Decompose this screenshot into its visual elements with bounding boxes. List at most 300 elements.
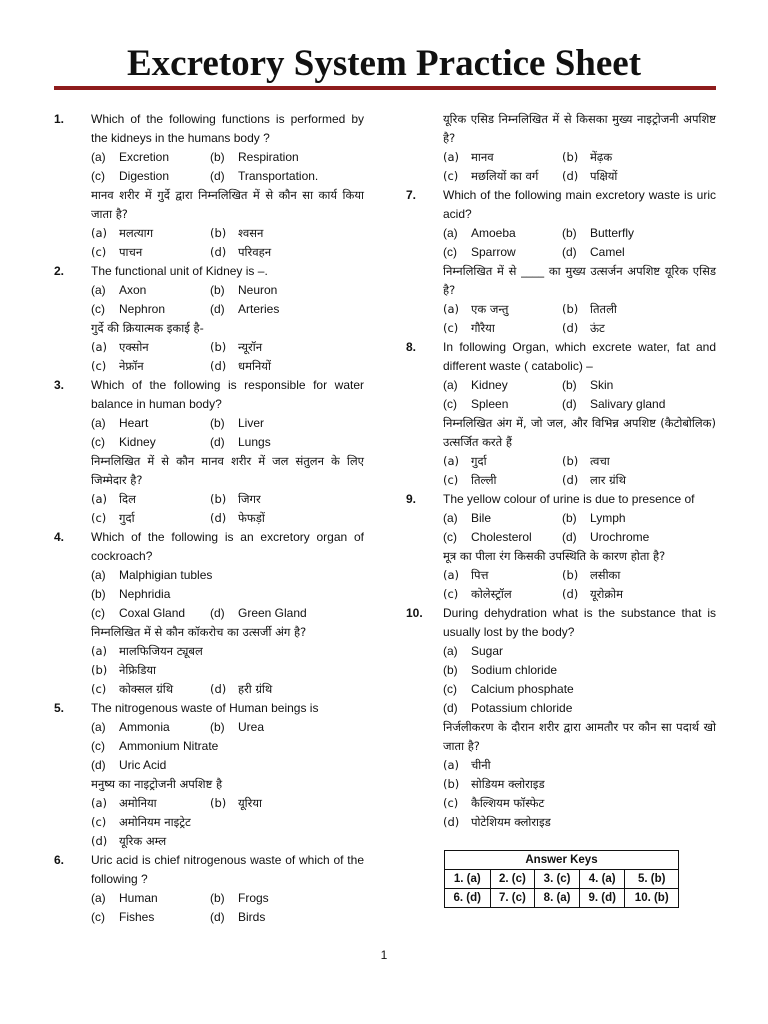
option-text: नेफ्रॉन (119, 359, 144, 373)
answer-keys-table (444, 850, 679, 908)
option-label: (b) (210, 720, 225, 734)
question-block (406, 110, 716, 186)
option-text: Fishes (119, 910, 155, 924)
option (443, 224, 516, 243)
option-text: पित्त (471, 568, 489, 582)
question-text: The yellow colour of urine is due to presence of (443, 492, 695, 506)
option-text: अमोनियम नाइट्रेट (119, 815, 191, 829)
option-label: (b) (91, 663, 108, 677)
option-label: (c) (91, 910, 105, 924)
option-text: एक जन्तु (471, 302, 509, 316)
option-label: (b) (210, 891, 225, 905)
option-row (443, 756, 716, 775)
option (91, 661, 156, 680)
option-text: Urea (238, 720, 265, 734)
option-label: (b) (210, 226, 227, 240)
option-text: Potassium chloride (471, 701, 573, 715)
option-label: (a) (91, 492, 108, 506)
option-row (91, 243, 364, 262)
option-label: (c) (91, 682, 107, 696)
option-label: (b) (443, 663, 458, 677)
option-text: यूरिक अम्ल (119, 834, 167, 848)
option-text: Human (119, 891, 158, 905)
option-label: (b) (91, 587, 106, 601)
question-text-hindi: निम्नलिखित में से कौन कॉकरोच का उत्सर्जी अंग है? (91, 625, 307, 639)
option-label: (a) (443, 302, 460, 316)
option-row (91, 737, 364, 756)
option-label: (a) (443, 758, 460, 772)
option-text: Heart (119, 416, 149, 430)
option-text: Green Gland (238, 606, 307, 620)
option-label: (d) (562, 321, 579, 335)
answer-cell: 3. (c) (535, 870, 580, 889)
option (91, 737, 218, 756)
option-text: जिगर (238, 492, 261, 506)
option (91, 585, 170, 604)
option (443, 509, 491, 528)
option (91, 433, 156, 452)
option (210, 604, 307, 623)
question-number: 4. (54, 530, 65, 544)
option-text: त्वचा (590, 454, 610, 468)
option (210, 300, 279, 319)
option-label: (b) (210, 492, 227, 506)
question-text: The functional unit of Kidney is –. (91, 264, 268, 278)
option-label: (a) (91, 644, 108, 658)
option-row (443, 243, 716, 262)
page-number: 1 (380, 948, 388, 962)
option-text: मेंढ़क (590, 150, 613, 164)
option-text: Lymph (590, 511, 626, 525)
option (443, 319, 495, 338)
option-text: श्वसन (238, 226, 264, 240)
answer-cell: 4. (a) (579, 870, 625, 889)
option-text: Kidney (119, 435, 156, 449)
option (562, 452, 610, 471)
option-text: Spleen (471, 397, 509, 411)
option-row (91, 604, 364, 623)
option-label: (b) (562, 226, 577, 240)
option-row (91, 813, 364, 832)
option (443, 680, 574, 699)
option-text: Kidney (471, 378, 508, 392)
option-label: (d) (210, 682, 227, 696)
option (210, 167, 318, 186)
option-label: (d) (562, 397, 577, 411)
option-label: (b) (562, 150, 579, 164)
option-label: (c) (91, 302, 105, 316)
option-text: धमनियों (238, 359, 271, 373)
option-label: (d) (210, 302, 225, 316)
question-text-hindi: निम्नलिखित में से कौन मानव शरीर में जल संतुलन के लिए जिम्मेदार है? (91, 454, 364, 487)
option (210, 794, 262, 813)
option-label: (d) (443, 815, 460, 829)
option-text: परिवहन (238, 245, 272, 259)
answer-cell: 9. (d) (579, 889, 625, 908)
option-text: तिल्ली (471, 473, 497, 487)
question-text: The nitrogenous waste of Human beings is (91, 701, 319, 715)
option-text: पोटेशियम क्लोराइड (471, 815, 551, 829)
question-text-hindi: मूत्र का पीला रंग किसकी उपस्थिति के कारण होता है? (443, 549, 666, 563)
option (562, 528, 649, 547)
option-label: (b) (210, 340, 227, 354)
option-text: मछलियों का वर्ग (471, 169, 539, 183)
option-row (91, 566, 364, 585)
option (562, 224, 634, 243)
option-text: Urochrome (590, 530, 650, 544)
option-label: (d) (562, 530, 577, 544)
option (210, 718, 264, 737)
question-block (54, 699, 364, 851)
option-label: (a) (91, 340, 108, 354)
answer-cell: 10. (b) (625, 889, 679, 908)
option-label: (d) (210, 359, 227, 373)
option-text: मानव (471, 150, 494, 164)
option (210, 338, 262, 357)
option-text: लार ग्रंथि (590, 473, 626, 487)
option-label: (d) (562, 169, 579, 183)
option-row (443, 376, 716, 395)
option (210, 224, 263, 243)
option (91, 357, 144, 376)
option (210, 908, 265, 927)
option-label: (b) (562, 511, 577, 525)
option-text: मलत्याग (119, 226, 154, 240)
option-text: एक्सोन (119, 340, 149, 354)
option-text: गुर्दा (119, 511, 135, 525)
option-label: (d) (562, 473, 579, 487)
option-text: Calcium phosphate (471, 682, 574, 696)
option-label: (d) (210, 169, 225, 183)
option-label: (a) (91, 720, 106, 734)
option-text: न्यूरॉन (238, 340, 263, 354)
option (562, 395, 665, 414)
option-row (91, 794, 364, 813)
answer-keys-heading: Answer Keys (445, 851, 679, 870)
question-text-hindi: मनुष्य का नाइट्रोजनी अपशिष्ट है (91, 777, 223, 791)
option-text: अमोनिया (119, 796, 157, 810)
option (562, 148, 612, 167)
option (443, 148, 494, 167)
answer-row (445, 870, 679, 889)
left-column (54, 110, 364, 927)
option-text: गौरैया (471, 321, 495, 335)
option (91, 718, 170, 737)
option-label: (c) (91, 815, 107, 829)
option-text: यूरिया (238, 796, 263, 810)
option (210, 433, 271, 452)
option-label: (a) (443, 511, 458, 525)
option-label: (c) (91, 245, 107, 259)
option-label: (a) (443, 568, 460, 582)
option (443, 661, 557, 680)
option-row (443, 585, 716, 604)
option-text: Arteries (238, 302, 280, 316)
right-column (406, 110, 716, 832)
option-label: (d) (562, 587, 579, 601)
option (210, 680, 272, 699)
option (91, 794, 157, 813)
option-label: (b) (210, 416, 225, 430)
option-row (443, 699, 716, 718)
question-text-hindi: निर्जलीकरण के दौरान शरीर द्वारा आमतौर पर कौन सा पदार्थ खो जाता है? (443, 720, 716, 753)
option (562, 376, 613, 395)
option-row (91, 680, 364, 699)
option-row (91, 224, 364, 243)
option (443, 300, 508, 319)
option-label: (a) (91, 283, 106, 297)
question-number: 2. (54, 264, 65, 278)
option-row (91, 718, 364, 737)
option-label: (c) (443, 530, 457, 544)
option-text: पाचन (119, 245, 143, 259)
option-row (91, 300, 364, 319)
option (443, 471, 497, 490)
question-text: During dehydration what is the substance that is usually lost by the body? (443, 606, 716, 639)
option (91, 813, 191, 832)
option-text: Ammonium Nitrate (119, 739, 219, 753)
option-row (91, 148, 364, 167)
option-label: (d) (210, 435, 225, 449)
option-row (443, 300, 716, 319)
option-label: (c) (91, 435, 105, 449)
option-text: कोक्सल ग्रंथि (119, 682, 174, 696)
option (91, 509, 135, 528)
option-row (91, 281, 364, 300)
option (91, 642, 203, 661)
option-text: Butterfly (590, 226, 635, 240)
option (91, 490, 136, 509)
option-label: (c) (443, 796, 459, 810)
option (443, 794, 544, 813)
option-text: Bile (471, 511, 492, 525)
answer-cell: 1. (a) (445, 870, 491, 889)
option-row (443, 642, 716, 661)
option (91, 281, 146, 300)
option-label: (c) (443, 397, 457, 411)
option-row (91, 338, 364, 357)
option-label: (a) (91, 416, 106, 430)
option-text: Uric Acid (119, 758, 167, 772)
option-row (443, 319, 716, 338)
option-label: (d) (210, 910, 225, 924)
option-text: Salivary gland (590, 397, 666, 411)
option-row (91, 642, 364, 661)
option (443, 775, 545, 794)
option-text: दिल (119, 492, 136, 506)
option-row (91, 661, 364, 680)
option-text: Skin (590, 378, 614, 392)
question-block (54, 110, 364, 262)
option (210, 490, 261, 509)
option-text: Neuron (238, 283, 278, 297)
option-text: चीनी (471, 758, 491, 772)
option-label: (c) (443, 587, 459, 601)
option-label: (a) (91, 150, 106, 164)
option-text: Coxal Gland (119, 606, 186, 620)
option-label: (a) (91, 226, 108, 240)
question-text: In following Organ, which excrete water, fat and different waste ( catabolic) – (443, 340, 716, 373)
option (91, 889, 158, 908)
option-label: (d) (210, 245, 227, 259)
option-row (91, 585, 364, 604)
option-text: Respiration (238, 150, 299, 164)
option-label: (c) (443, 473, 459, 487)
option-label: (a) (443, 226, 458, 240)
option-text: हरी ग्रंथि (238, 682, 273, 696)
option (91, 756, 166, 775)
option-row (91, 414, 364, 433)
option-text: Sparrow (471, 245, 516, 259)
question-number: 7. (406, 188, 417, 202)
option (562, 300, 617, 319)
option-label: (c) (443, 682, 457, 696)
option (91, 680, 173, 699)
option-text: मालफिजियन ट्यूबल (119, 644, 203, 658)
question-number: 6. (54, 853, 65, 867)
option-row (443, 148, 716, 167)
option (91, 566, 212, 585)
answer-cell: 6. (d) (445, 889, 491, 908)
option-row (91, 832, 364, 851)
option-label: (b) (562, 454, 579, 468)
question-number: 8. (406, 340, 417, 354)
option-text: Amoeba (471, 226, 516, 240)
option (443, 528, 532, 547)
option (210, 148, 299, 167)
question-block (406, 604, 716, 832)
option-text: ऊंट (590, 321, 605, 335)
option-row (91, 756, 364, 775)
question-text-hindi: मानव शरीर में गुर्दे द्वारा निम्नलिखित में से कौन सा कार्य किया जाता है? (91, 188, 364, 221)
option-text: Nephridia (119, 587, 171, 601)
option-row (443, 167, 716, 186)
question-number: 5. (54, 701, 65, 715)
question-text-hindi: गुर्दे की क्रियात्मक इकाई है- (91, 321, 204, 335)
option-row (443, 775, 716, 794)
option-row (443, 528, 716, 547)
option (91, 908, 154, 927)
option-label: (d) (210, 511, 227, 525)
option-text: सोडियम क्लोराइड (471, 777, 545, 791)
option-text: Malphigian tubles (119, 568, 213, 582)
option-row (443, 680, 716, 699)
option (443, 699, 572, 718)
option (91, 338, 149, 357)
option-row (91, 490, 364, 509)
question-text: Which of the following is responsible for water balance in human body? (91, 378, 364, 411)
option-text: कोलेस्ट्रॉल (471, 587, 512, 601)
question-block (406, 338, 716, 490)
option-label: (a) (443, 150, 460, 164)
option-text: Liver (238, 416, 265, 430)
option-label: (c) (91, 739, 105, 753)
option-text: Sodium chloride (471, 663, 558, 677)
option (562, 566, 620, 585)
option (443, 566, 488, 585)
question-block (54, 376, 364, 528)
option-row (443, 471, 716, 490)
option (562, 471, 626, 490)
page-title: Excretory System Practice Sheet (126, 43, 642, 84)
option-row (443, 794, 716, 813)
option-text: Axon (119, 283, 147, 297)
option-label: (b) (210, 150, 225, 164)
question-block (54, 851, 364, 927)
title-underline (54, 86, 716, 90)
option-text: यूरोक्रोम (590, 587, 624, 601)
option-label: (d) (443, 701, 458, 715)
option-text: पक्षियों (590, 169, 618, 183)
option-text: Transportation. (238, 169, 319, 183)
option-label: (b) (210, 796, 227, 810)
option (562, 243, 625, 262)
option (91, 243, 142, 262)
option-text: कैल्शियम फॉस्फेट (471, 796, 545, 810)
question-block (406, 490, 716, 604)
option-label: (c) (91, 359, 107, 373)
question-block (406, 186, 716, 338)
option-row (91, 509, 364, 528)
option-row (443, 566, 716, 585)
option (210, 281, 277, 300)
option-text: Ammonia (119, 720, 170, 734)
option (210, 243, 271, 262)
option (562, 319, 605, 338)
option (91, 832, 166, 851)
option-label: (b) (443, 777, 460, 791)
question-text-hindi: निम्नलिखित में से ____ का मुख्य उत्सर्जन अपशिष्ट यूरिक एसिड है? (443, 264, 716, 297)
question-block (54, 528, 364, 699)
option-label: (c) (443, 321, 459, 335)
question-text-hindi: यूरिक एसिड निम्नलिखित में से किसका मुख्य नाइट्रोजनी अपशिष्ट है? (443, 112, 716, 145)
option (91, 414, 148, 433)
option-label: (a) (443, 378, 458, 392)
question-text-hindi: निम्नलिखित अंग में, जो जल, और विभिन्न अपशिष्ट (कैटोबोलिक) उत्सर्जित करते हैं (443, 416, 716, 449)
question-block (54, 262, 364, 376)
option-text: Camel (590, 245, 625, 259)
question-text: Which of the following main excretory waste is uric acid? (443, 188, 716, 221)
question-text: Uric acid is chief nitrogenous waste of which of the following ? (91, 853, 364, 886)
option-text: Frogs (238, 891, 269, 905)
option-row (91, 433, 364, 452)
option-label: (b) (210, 283, 225, 297)
option-text: Lungs (238, 435, 271, 449)
option-label: (d) (91, 834, 108, 848)
option-text: Cholesterol (471, 530, 532, 544)
option-row (443, 661, 716, 680)
option (443, 585, 512, 604)
option-text: Excretion (119, 150, 170, 164)
option (443, 452, 487, 471)
option-label: (a) (443, 454, 460, 468)
option (210, 414, 264, 433)
option (210, 357, 271, 376)
option-label: (b) (562, 302, 579, 316)
option (91, 167, 169, 186)
option (91, 224, 153, 243)
option (562, 167, 617, 186)
option-text: लसीका (590, 568, 621, 582)
question-number: 9. (406, 492, 417, 506)
option-text: Birds (238, 910, 266, 924)
option-label: (a) (91, 568, 106, 582)
option-row (443, 224, 716, 243)
option-text: तितली (590, 302, 617, 316)
option (443, 167, 538, 186)
option-label: (a) (443, 644, 458, 658)
option-text: फेफड़ों (238, 511, 265, 525)
